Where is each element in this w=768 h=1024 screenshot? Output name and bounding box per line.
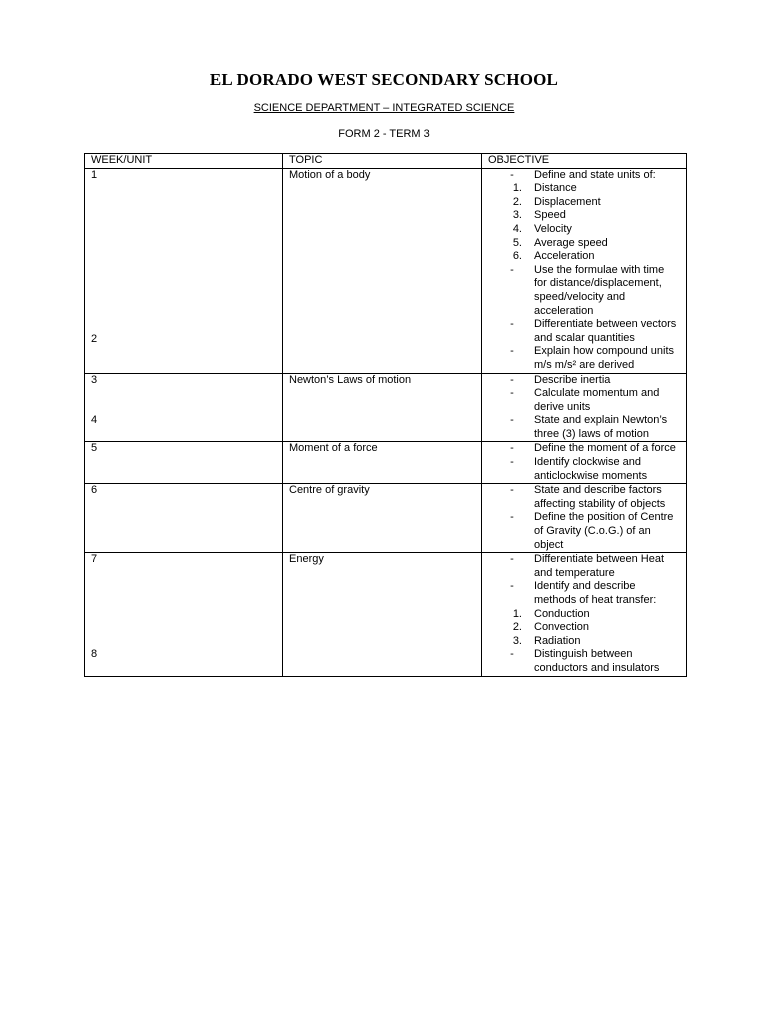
bullet-dash: - (510, 345, 514, 358)
subitem-text: Velocity (534, 222, 572, 235)
objective-text: Define and state units of: (534, 168, 656, 181)
numbered-subitem (482, 608, 680, 622)
subitem-text: Displacement (534, 195, 601, 208)
numbered-subitem (482, 182, 680, 196)
table-row (85, 373, 687, 442)
bullet-dash: - (510, 511, 514, 524)
topic-cell: Motion of a body (283, 168, 482, 373)
bullet-dash: - (510, 442, 514, 455)
objective-text: Calculate momentum and derive units (534, 387, 660, 413)
objective-item (482, 169, 680, 183)
table-row (85, 553, 687, 676)
objective-text: Identify and describe methods of heat transfer: (534, 580, 657, 606)
list-number: 4. (512, 222, 522, 235)
week-label: 5 (91, 442, 98, 455)
form-term-title: FORM 2 - TERM 3 (338, 128, 430, 140)
objective-item (482, 442, 680, 456)
objective-item (482, 456, 680, 483)
topic-cell: Centre of gravity (283, 484, 482, 553)
week-cell (85, 373, 283, 442)
list-number: 6. (512, 250, 522, 263)
table-row (85, 442, 687, 484)
objective-text: Define the moment of a force (534, 442, 676, 455)
numbered-subitem (482, 635, 680, 649)
objective-item (482, 553, 680, 580)
bullet-dash: - (510, 414, 514, 427)
bullet-dash: - (510, 580, 514, 593)
week-cell (85, 484, 283, 553)
subitem-text: Distance (534, 182, 577, 195)
week-label: 7 (91, 553, 98, 566)
list-number: 3. (512, 209, 522, 222)
objective-text: State and describe factors affecting stability of objects (534, 484, 666, 510)
objective-cell (482, 168, 687, 373)
objective-cell (482, 442, 687, 484)
objective-text: Use the formulae with time for distance/displacement, speed/velocity and acceleration (534, 263, 665, 317)
objective-text: State and explain Newton’s three (3) laws of motion (534, 414, 668, 440)
objective-cell (482, 553, 687, 676)
bullet-dash: - (510, 387, 514, 400)
week-cell (85, 553, 283, 676)
objective-item (482, 387, 680, 414)
objective-item (482, 648, 680, 675)
subitem-text: Convection (534, 621, 590, 634)
objective-item (482, 264, 680, 318)
bullet-dash: - (510, 484, 514, 497)
bullet-dash: - (510, 553, 514, 566)
week-cell (85, 168, 283, 373)
table-header-row (85, 154, 687, 169)
bullet-dash: - (510, 373, 514, 386)
objective-text: Distinguish between conductors and insulators (534, 648, 660, 674)
objective-item (482, 414, 680, 441)
bullet-dash: - (510, 168, 514, 181)
list-number: 1. (512, 182, 522, 195)
column-header-topic: TOPIC (283, 154, 482, 169)
subitem-text: Radiation (534, 634, 581, 647)
objective-item (482, 484, 680, 511)
numbered-subitem (482, 223, 680, 237)
numbered-subitem (482, 209, 680, 223)
subitem-text: Acceleration (534, 250, 595, 263)
week-label: 4 (91, 414, 98, 427)
syllabus-table (84, 153, 687, 677)
table-row (85, 484, 687, 553)
objective-cell (482, 484, 687, 553)
column-header-objective: OBJECTIVE (482, 154, 687, 169)
numbered-subitem (482, 250, 680, 264)
subitem-text: Average speed (534, 236, 608, 249)
week-label: 1 (91, 168, 98, 181)
numbered-subitem (482, 621, 680, 635)
objective-text: Define the position of Centre of Gravity (C.o.G.) of an object (534, 511, 674, 551)
objective-text: Differentiate between vectors and scalar quantities (534, 318, 677, 344)
table-row (85, 168, 687, 373)
numbered-subitem (482, 196, 680, 210)
week-cell (85, 442, 283, 484)
bullet-dash: - (510, 263, 514, 276)
list-number: 2. (512, 195, 522, 208)
bullet-dash: - (510, 456, 514, 469)
week-label: 8 (91, 647, 98, 660)
department-title: SCIENCE DEPARTMENT – INTEGRATED SCIENCE (253, 102, 515, 114)
objective-item (482, 511, 680, 552)
list-number: 2. (512, 621, 522, 634)
list-number: 1. (512, 607, 522, 620)
objective-item (482, 345, 680, 372)
subitem-text: Speed (534, 209, 566, 222)
objective-cell (482, 373, 687, 442)
week-label: 2 (91, 333, 98, 346)
topic-cell: Energy (283, 553, 482, 676)
column-header-week: WEEK/UNIT (85, 154, 283, 169)
list-number: 3. (512, 634, 522, 647)
objective-text: Explain how compound units m/s m/s² are derived (534, 345, 675, 371)
bullet-dash: - (510, 318, 514, 331)
objective-item (482, 318, 680, 345)
week-label: 3 (91, 373, 98, 386)
topic-cell: Moment of a force (283, 442, 482, 484)
objective-item (482, 580, 680, 607)
objective-text: Differentiate between Heat and temperature (534, 553, 665, 579)
week-label: 6 (91, 484, 98, 497)
bullet-dash: - (510, 648, 514, 661)
list-number: 5. (512, 236, 522, 249)
objective-text: Describe inertia (534, 373, 611, 386)
school-title: EL DORADO WEST SECONDARY SCHOOL (209, 70, 559, 89)
numbered-subitem (482, 237, 680, 251)
subitem-text: Conduction (534, 607, 590, 620)
table-body (85, 168, 687, 676)
objective-item (482, 374, 680, 388)
topic-cell: Newton’s Laws of motion (283, 373, 482, 442)
objective-text: Identify clockwise and anticlockwise moments (534, 456, 648, 482)
